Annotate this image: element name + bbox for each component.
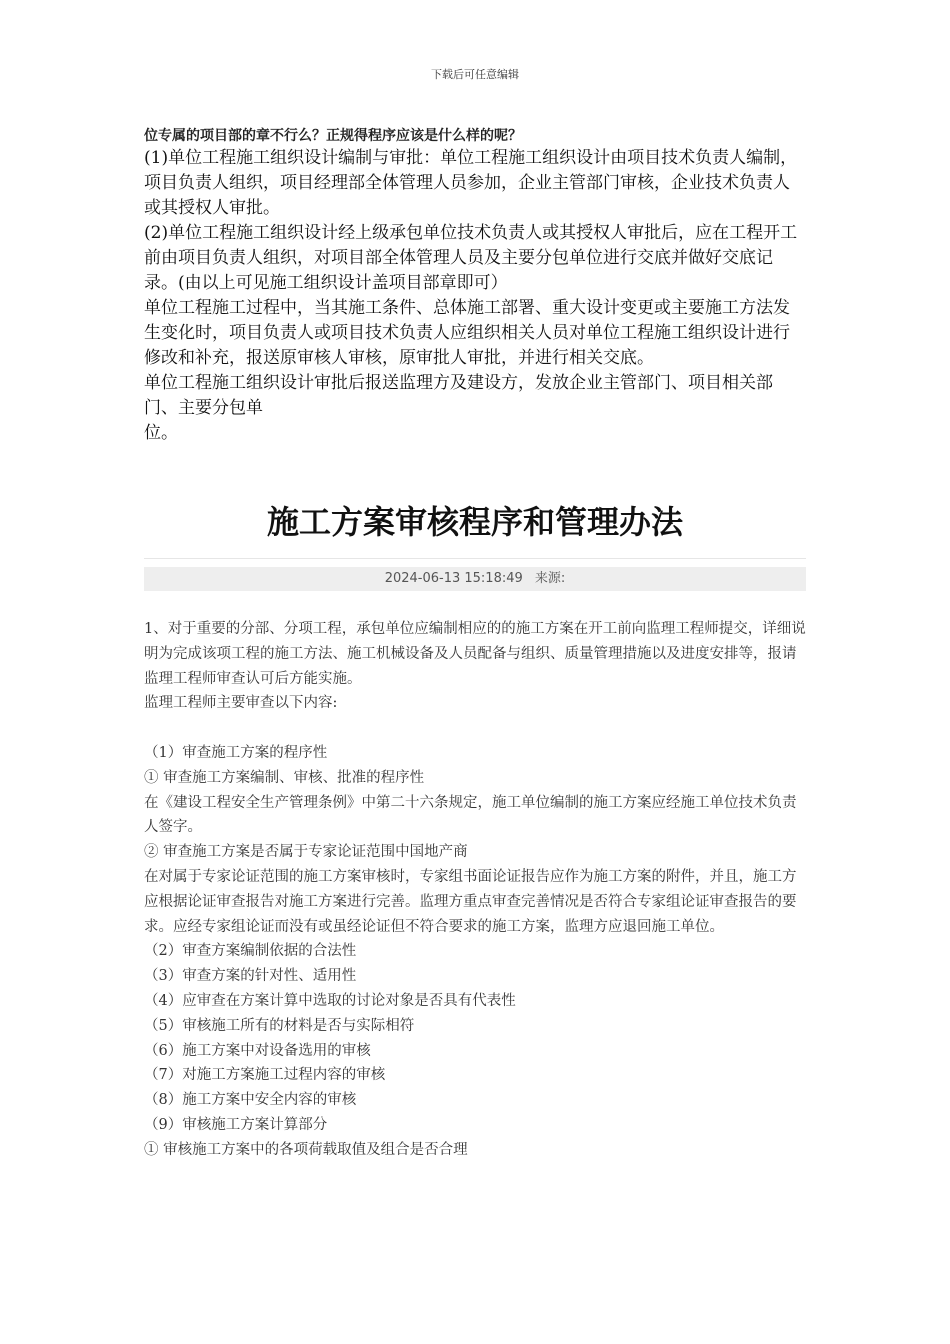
body-paragraph: （5）审核施工所有的材料是否与实际相符 [144,1017,415,1034]
body-paragraph: ① 审查施工方案编制、审核、批准的程序性 [144,769,425,786]
body-paragraph: 在对属于专家论证范围的施工方案审核时，专家组书面论证报告应作为施工方案的附件，并且，施工方应根据论证审查报告对施工方案进行完善。监理方重点审查完善情况是否符合专家组论证审查报告的要求。应经专家组论证而没有或虽经论证但不符合要求的施工方案，监理方应退回施工单位。 [144,868,797,935]
article-datetime: 2024-06-13 15:18:49 [384,571,523,586]
body-paragraph: （7）对施工方案施工过程内容的审核 [144,1067,386,1084]
article-meta-bar [144,567,806,591]
question-line: 位专属的项目部的章不行么？正规得程序应该是什么样的呢？ [144,128,522,144]
body-paragraph: ② 审查施工方案是否属于专家论证范围中国地产商 [144,844,468,861]
title-divider [144,558,806,559]
article-title: 施工方案审核程序和管理办法 [266,503,683,541]
body-paragraph: （4）应审查在方案计算中选取的讨论对象是否具有代表性 [144,992,516,1009]
intro-paragraph: (2)单位工程施工组织设计经上级承包单位技术负责人或其授权人审批后，应在工程开工前由项目负责人组织，对项目部全体管理人员及主要分包单位进行交底并做好交底记录。(由以上可见施工组织设计盖项目部章即可） [144,223,798,293]
article-source-label: 来源: [534,571,566,586]
body-paragraph: （9）审核施工方案计算部分 [144,1116,328,1133]
body-paragraph: 1、对于重要的分部、分项工程，承包单位应编制相应的的施工方案在开工前向监理工程师提交，详细说明为完成该项工程的施工方法、施工机械设备及人员配备与组织、质量管理措施以及进度安排等，报请监理工程师审查认可后方能实施。 [144,621,806,687]
body-paragraph: （2）审查方案编制依据的合法性 [144,943,357,960]
body-paragraph: 监理工程师主要审查以下内容: [144,695,338,712]
body-paragraph: （3）审查方案的针对性、适用性 [144,968,357,985]
intro-paragraph: (1)单位工程施工组织设计编制与审批：单位工程施工组织设计由项目技术负责人编制，项目负责人组织，项目经理部全体管理人员参加，企业主管部门审核，企业技术负责人或其授权人审批。 [144,148,798,218]
article-body [144,617,806,1163]
document-content [144,126,806,1163]
intro-section [144,146,806,446]
body-paragraph: ① 审核施工方案中的各项荷载取值及组合是否合理 [144,1141,468,1158]
body-blank-line [144,716,806,741]
intro-paragraph: 单位工程施工过程中，当其施工条件、总体施工部署、重大设计变更或主要施工方法发生变化时，项目负责人或项目技术负责人应组织相关人员对单位工程施工组织设计进行修改和补充，报送原审核人审核，原审批人审批，并进行相关交底。 [144,298,790,368]
body-paragraph: 在《建设工程安全生产管理条例》中第二十六条规定，施工单位编制的施工方案应经施工单位技术负责人签字。 [144,794,797,836]
body-paragraph: （6）施工方案中对设备选用的审核 [144,1042,371,1059]
intro-paragraph: 位。 [144,423,178,443]
header-note: 下载后可任意编辑 [431,68,519,81]
intro-paragraph: 单位工程施工组织设计审批后报送监理方及建设方，发放企业主管部门、项目相关部门、主要分包单 [144,373,773,418]
body-paragraph: （1）审查施工方案的程序性 [144,744,328,761]
body-paragraph: （8）施工方案中安全内容的审核 [144,1092,357,1109]
